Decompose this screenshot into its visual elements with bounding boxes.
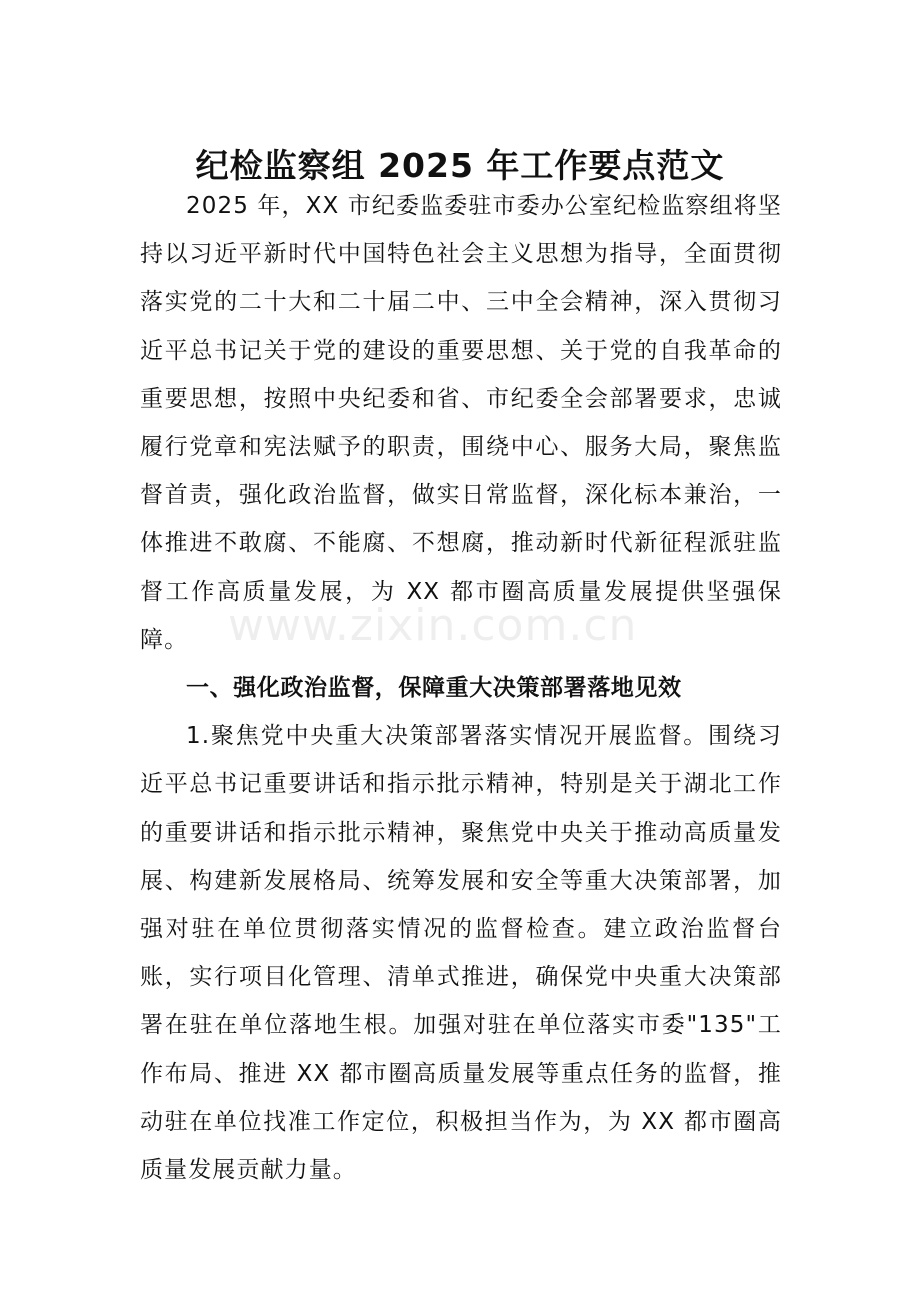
section-1-paragraph-1: 1.聚焦党中央重大决策部署落实情况开展监督。围绕习近平总书记重要讲话和指示批示精神，特别是关于湖北工作的重要讲话和指示批示精神，聚焦党中央关于推动高质量发展、构建新发展格局、统筹发展和安全等重大决策部署，加强对驻在单位贯彻落实情况的监督检查。建立政治监督台账，实行项目化管理、清单式推进，确保党中央重大决策部署在驻在单位落地生根。加强对驻在单位落实市委"135"工作布局、推进 XX 都市圈高质量发展等重点任务的监督，推动驻在单位找准工作定位，积极担当作为，为 XX 都市圈高质量发展贡献力量。 [140, 723, 782, 1184]
document-title: 纪检监察组 2025 年工作要点范文 [195, 146, 725, 185]
watermark: www.zixin.com.cn [228, 600, 638, 651]
section-heading-1: 一、强化政治监督，保障重大决策部署落地见效 [186, 675, 682, 702]
intro-paragraph: 2025 年，XX 市纪委监委驻市委办公室纪检监察组将坚持以习近平新时代中国特色社会主义思想为指导，全面贯彻落实党的二十大和二十届二中、三中全会精神，深入贯彻习近平总书记关于党的建设的重要思想、关于党的自我革命的重要思想，按照中央纪委和省、市纪委全会部署要求，忠诚履行党章和宪法赋予的职责，围绕中心、服务大局，聚焦监督首责，强化政治监督，做实日常监督，深化标本兼治，一体推进不敢腐、不能腐、不想腐，推动新时代新征程派驻监督工作高质量发展，为 XX 都市圈高质量发展提供坚强保障。 [140, 193, 782, 653]
document-body [140, 182, 782, 1194]
